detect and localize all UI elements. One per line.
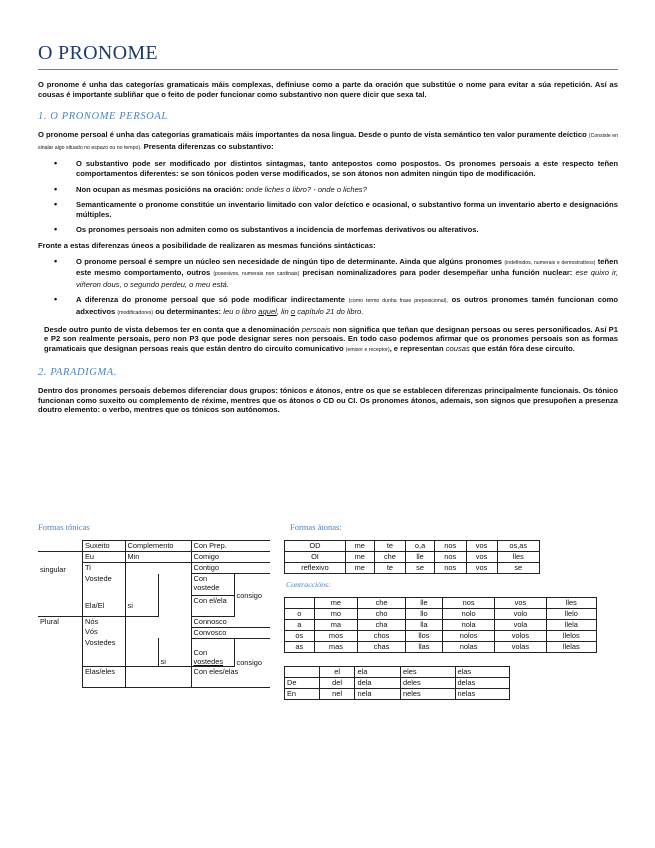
text: precisan nominalizadores para poder desempeñar unha función nuclear:	[302, 268, 573, 278]
cell: te	[374, 563, 406, 574]
cell: ma	[314, 620, 358, 631]
cell: consigo	[234, 574, 270, 617]
cell: che	[374, 552, 406, 563]
differences-list	[38, 159, 618, 235]
list-item: • O substantivo pode ser modificado por distintos sintagmas, tanto antepostos como pospostos. Os pronomes persoais a este respecto teñen comportamentos diferentes: se son tónicos poden verse modificados, se son átonos non admiten ningún tipo de modificación.	[76, 159, 618, 178]
cell: nolos	[442, 631, 494, 642]
note: (Consiste en sinalar algo situado no espazo ou no tempo).	[38, 133, 618, 151]
example: o	[290, 306, 296, 316]
example: capítulo 21 do libro.	[297, 306, 364, 316]
cell: se	[406, 563, 435, 574]
intro-paragraph: O pronome é unha das categorías gramaticais máis complexas, defíniuse como a parte da oración que substitúe o nome para evitar a súa repetición. Así as cousas é importante subliñar que o feito de poder funcionar como substantivo non quere dicir que sexa tal.	[38, 80, 618, 99]
cell: si	[158, 638, 191, 667]
cell: elas	[455, 667, 510, 678]
list-item	[76, 185, 618, 195]
cell: mo	[314, 609, 358, 620]
text: os outros pronomes tamén funcionan como adxectivos	[76, 295, 618, 316]
tonic-forms-heading: Formas tónicas	[38, 522, 90, 532]
cell: llo	[405, 609, 442, 620]
note: (indefinidos, numerais e demostrativos)	[504, 259, 596, 266]
cell: Vostede	[83, 574, 126, 596]
cell: Ti	[83, 563, 126, 574]
cell: nos	[434, 552, 466, 563]
table-row	[285, 689, 510, 700]
cell: mos	[314, 631, 358, 642]
cell: Plural	[38, 616, 83, 688]
cell: me	[314, 598, 358, 609]
functions-list	[38, 257, 618, 319]
cell: ela	[355, 667, 401, 678]
cell	[285, 598, 315, 609]
cell: lla	[405, 620, 442, 631]
example: ese quixo ir, viñeron dous, o segundo perdeu, o meu está.	[76, 268, 618, 289]
cell: cho	[358, 609, 406, 620]
table-row	[285, 563, 540, 574]
cell: Con eles/elas	[191, 667, 270, 688]
cell: Convosco	[191, 627, 270, 638]
cell: llelo	[546, 609, 596, 620]
cell: vos	[495, 598, 546, 609]
example: , lin	[276, 306, 289, 316]
section-heading-pronome-persoal: 1. O PRONOME PERSOAL	[38, 111, 168, 123]
cell: Min	[125, 552, 191, 563]
cell: Elas/eles	[83, 667, 126, 688]
cell: Vós	[83, 627, 126, 638]
note: (emisor e receptor)	[345, 346, 390, 353]
cell: neles	[401, 689, 455, 700]
cell: llas	[405, 642, 442, 653]
cell: De	[285, 678, 320, 689]
text: non significa que teñan que designan persoas ou seres personificados. Así P1 e P2 son realmente persoais, pero non P3 que pode designar seres non persoais. En todo caso podemos afirmar que os pronomes persoais son as formas gramaticais que designan persoas reais que están dentro do circuíto comunicativo	[44, 324, 618, 353]
table-row	[285, 678, 510, 689]
table-row	[285, 552, 540, 563]
cell: Con el/ela	[191, 596, 234, 617]
list-item	[76, 257, 618, 290]
example: leu o libro	[223, 306, 257, 316]
cell: consigo	[234, 638, 270, 667]
cell: nela	[355, 689, 401, 700]
cell: vos	[466, 552, 497, 563]
table-row	[285, 598, 597, 609]
example: onde liches o libro? - onde o liches?	[245, 184, 367, 194]
term: persoais	[301, 324, 331, 334]
contractions-table	[284, 597, 597, 653]
table-row	[285, 631, 597, 642]
document-page	[38, 0, 618, 415]
cell: deles	[401, 678, 455, 689]
note: (como termo dunha frase preposicional),	[348, 298, 448, 305]
cell: mas	[314, 642, 358, 653]
cell: Comigo	[191, 552, 270, 563]
cell: os	[285, 631, 315, 642]
cell: os,as	[497, 541, 540, 552]
table-row	[285, 620, 597, 631]
cell: lle	[406, 552, 435, 563]
cell: Nós	[83, 616, 126, 627]
cell: nolas	[442, 642, 494, 653]
section1-paragraph	[38, 130, 618, 153]
cell: cha	[358, 620, 406, 631]
cell: Vostedes	[83, 638, 126, 667]
contractions-heading: Contraccións:	[286, 580, 331, 589]
table-row	[285, 609, 597, 620]
cell: lles	[497, 552, 540, 563]
list-item: • Os pronomes persoais non admiten como os substantivos a incidencia de morfemas derivativos ou alterativos.	[76, 225, 618, 235]
cell: se	[497, 563, 540, 574]
cell: vos	[466, 563, 497, 574]
cell	[285, 667, 320, 678]
text: que están fóra dese circuíto.	[471, 343, 575, 353]
header-cell: Complemento	[125, 541, 191, 552]
cell: nelas	[455, 689, 510, 700]
cell: che	[358, 598, 406, 609]
cell: chos	[358, 631, 406, 642]
cell: o,a	[406, 541, 435, 552]
text: Desde outro punto de vista debemos ter en conta que a denominación	[44, 324, 300, 334]
cell: dela	[355, 678, 401, 689]
cell: as	[285, 642, 315, 653]
cell: te	[374, 541, 406, 552]
cell: llelos	[546, 631, 596, 642]
page-title: O PRONOME	[38, 42, 618, 70]
cell: Con vostede	[191, 574, 234, 596]
cell: delas	[455, 678, 510, 689]
cell: lles	[546, 598, 596, 609]
cell: nel	[319, 689, 355, 700]
cell: OI	[285, 552, 346, 563]
header-cell: Suxeito	[83, 541, 126, 552]
text: O pronome persoal é unha das categorías gramaticais máis importantes da nosa lingua. Desde o punto de vista semántico ten valor puramente deíctico	[38, 130, 587, 140]
cell: me	[345, 563, 374, 574]
section2-paragraph: Dentro dos pronomes persoais debemos diferenciar dous grupos: tónicos e átonos, entre os que se establecen diferenzas principalmente funcionais. Os tónico funcionan como suxeito ou complemento de réxime, mentres que os átonos o CD ou CI. Os pronomes átonos, ademais, son signos que presupoñen a presenza doutro elemento: o verbo, mentres que os tónicos son autónomos.	[38, 386, 618, 415]
section-heading-paradigma: 2. PARADIGMA.	[38, 367, 118, 379]
cell: lle	[405, 598, 442, 609]
cell: reflexivo	[285, 563, 346, 574]
cell: vos	[466, 541, 497, 552]
cell: llelas	[546, 642, 596, 653]
text: O pronome persoal é sempre un núcleo sen necesidade de ningún tipo de determinante. Ainda que algúns pronomes	[76, 256, 503, 266]
tonic-forms-table	[38, 540, 270, 688]
cell: a	[285, 620, 315, 631]
note: (posesivos, numerais non cardinais)	[213, 271, 300, 278]
text: A diferenza do pronome persoal que só pode modificar indirectamente	[76, 295, 345, 305]
cell: llela	[546, 620, 596, 631]
cell: Con	[193, 648, 208, 657]
cell: nos	[434, 563, 466, 574]
text: teñen este mesmo comportamento, outros	[76, 256, 618, 278]
example: aquel	[258, 306, 277, 316]
cell: volo	[495, 609, 546, 620]
cell: Eu	[83, 552, 126, 563]
atonic-forms-heading: Formas átonas:	[290, 522, 342, 532]
cell: vola	[495, 620, 546, 631]
cell: Ela/El	[83, 596, 126, 617]
cell: En	[285, 689, 320, 700]
cell: eles	[401, 667, 455, 678]
cell: Connosco	[191, 616, 270, 627]
text: ou determinantes:	[155, 306, 222, 316]
cell: nos	[434, 541, 466, 552]
text: Non ocupan as mesmas posicións na oración:	[76, 184, 244, 194]
preposition-contractions-table	[284, 666, 510, 700]
cell: llos	[405, 631, 442, 642]
table-row	[285, 642, 597, 653]
cell: singular	[40, 564, 66, 574]
cell: OD	[285, 541, 346, 552]
table-row	[285, 667, 510, 678]
list-item: • Semanticamente o pronome constitúe un inventario limitado con valor deíctico e ocasional, o substantivo forma un inventario aberto e designacións múltiples.	[76, 200, 618, 219]
cell: si	[125, 596, 158, 617]
cell: me	[345, 541, 374, 552]
cell: del	[319, 678, 355, 689]
header-cell: Con Prep.	[191, 541, 270, 552]
cell: chas	[358, 642, 406, 653]
cell: vostedes	[193, 657, 224, 666]
cell: nolo	[442, 609, 494, 620]
term: cousas	[445, 343, 470, 353]
text: , e representan	[389, 343, 444, 353]
section1-paragraph-2: Fronte a estas diferenzas úneos a posibilidade de realizaren as mesmas funcións sintácticas:	[38, 240, 376, 250]
list-item	[76, 295, 618, 318]
cell: volos	[495, 631, 546, 642]
cell: me	[345, 552, 374, 563]
section1-paragraph-3	[38, 325, 618, 356]
text: Presenta diferenzas co substantivo:	[143, 141, 274, 151]
note: (modificadores)	[117, 309, 154, 316]
cell: nos	[442, 598, 494, 609]
cell: volas	[495, 642, 546, 653]
cell: el	[319, 667, 355, 678]
cell: nola	[442, 620, 494, 631]
cell: o	[285, 609, 315, 620]
atonic-forms-table	[284, 540, 540, 574]
table-row	[285, 541, 540, 552]
cell: Contigo	[191, 563, 270, 574]
